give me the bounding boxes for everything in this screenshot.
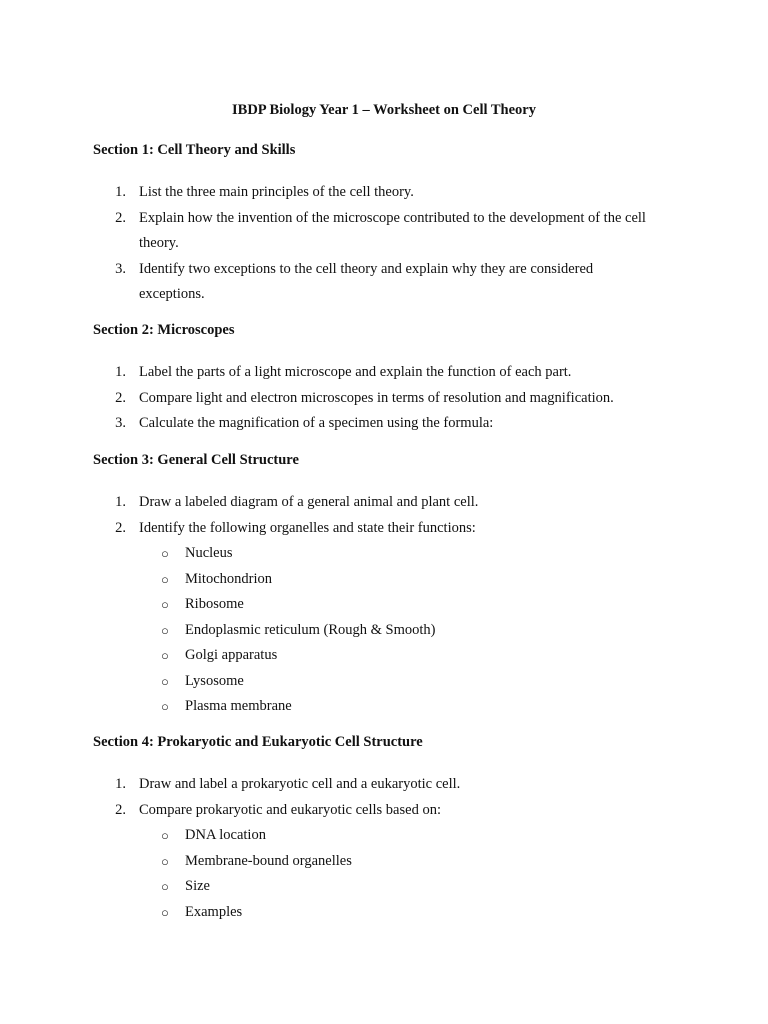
comparison-criteria-list (139, 823, 659, 925)
section-heading: Section 3: General Cell Structure (93, 452, 299, 468)
list-item-text: Mitochondrion (185, 570, 272, 587)
list-item (139, 694, 659, 720)
question-list (93, 490, 693, 720)
question-item (93, 798, 659, 926)
question-list (93, 360, 693, 437)
section-1 (93, 140, 693, 308)
list-item-text: Golgi apparatus (185, 647, 278, 663)
question-list (93, 772, 693, 925)
list-item-text: Membrane-bound organelles (185, 852, 352, 869)
item-number: 2. (115, 519, 126, 536)
item-number: 1. (115, 776, 126, 792)
list-item (139, 592, 659, 618)
list-item (139, 643, 659, 669)
list-item (139, 823, 659, 849)
item-number: 3. (115, 415, 126, 431)
item-text: Explain how the invention of the microscope contributed to the development of the cell theory. (139, 209, 646, 251)
section-heading: Section 4: Prokaryotic and Eukaryotic Cell Structure (93, 734, 423, 750)
item-text: Compare prokaryotic and eukaryotic cells based on: (139, 801, 441, 818)
list-item (139, 669, 659, 695)
list-item (139, 900, 659, 926)
document-title: IBDP Biology Year 1 – Worksheet on Cell Theory (232, 102, 536, 118)
section-2 (93, 320, 693, 437)
circle-bullet-icon: ○ (161, 673, 169, 689)
section-4 (93, 732, 693, 925)
item-number: 1. (115, 494, 126, 510)
circle-bullet-icon: ○ (161, 853, 169, 869)
question-item (93, 516, 659, 720)
question-item (93, 386, 659, 412)
item-text: Label the parts of a light microscope and explain the function of each part. (139, 364, 572, 380)
circle-bullet-icon: ○ (161, 571, 169, 587)
circle-bullet-icon: ○ (161, 622, 169, 638)
circle-bullet-icon: ○ (161, 699, 169, 714)
question-item (93, 772, 659, 798)
circle-bullet-icon: ○ (161, 879, 169, 894)
item-number: 3. (115, 260, 126, 277)
question-item (93, 411, 659, 437)
list-item-text: Size (185, 878, 210, 894)
list-item (139, 874, 659, 900)
item-text: Compare light and electron microscopes in terms of resolution and magnification. (139, 389, 614, 406)
question-list (93, 180, 693, 308)
list-item (139, 541, 659, 567)
item-text: Identify two exceptions to the cell theory and explain why they are considered exceptions. (139, 260, 594, 302)
circle-bullet-icon: ○ (161, 904, 169, 920)
item-text: Identify the following organelles and state their functions: (139, 519, 476, 536)
list-item (139, 618, 659, 644)
item-number: 2. (115, 389, 126, 406)
item-text: List the three main principles of the cell theory. (139, 184, 414, 200)
section-3 (93, 450, 693, 720)
question-item (93, 360, 659, 386)
item-text: Draw and label a prokaryotic cell and a eukaryotic cell. (139, 776, 461, 792)
item-text: Draw a labeled diagram of a general animal and plant cell. (139, 494, 479, 510)
circle-bullet-icon: ○ (161, 828, 169, 843)
item-number: 2. (115, 209, 126, 226)
list-item-text: Ribosome (185, 596, 244, 612)
item-text: Calculate the magnification of a specimen using the formula: (139, 415, 494, 431)
item-number: 2. (115, 801, 126, 818)
circle-bullet-icon: ○ (161, 648, 169, 663)
question-item (93, 180, 659, 206)
list-item-text: Examples (185, 903, 243, 920)
item-number: 1. (115, 364, 126, 380)
question-item (93, 490, 659, 516)
circle-bullet-icon: ○ (161, 597, 169, 612)
list-item (139, 849, 659, 875)
question-item (93, 206, 659, 257)
list-item-text: Lysosome (185, 672, 244, 689)
list-item-text: DNA location (185, 827, 266, 843)
section-heading: Section 1: Cell Theory and Skills (93, 142, 296, 158)
list-item (139, 567, 659, 593)
circle-bullet-icon: ○ (161, 546, 169, 561)
section-heading: Section 2: Microscopes (93, 322, 235, 338)
organelle-list (139, 541, 659, 720)
list-item-text: Plasma membrane (185, 698, 292, 714)
list-item-text: Nucleus (185, 545, 233, 561)
list-item-text: Endoplasmic reticulum (Rough & Smooth) (185, 621, 436, 638)
question-item (93, 257, 659, 308)
item-number: 1. (115, 184, 126, 200)
